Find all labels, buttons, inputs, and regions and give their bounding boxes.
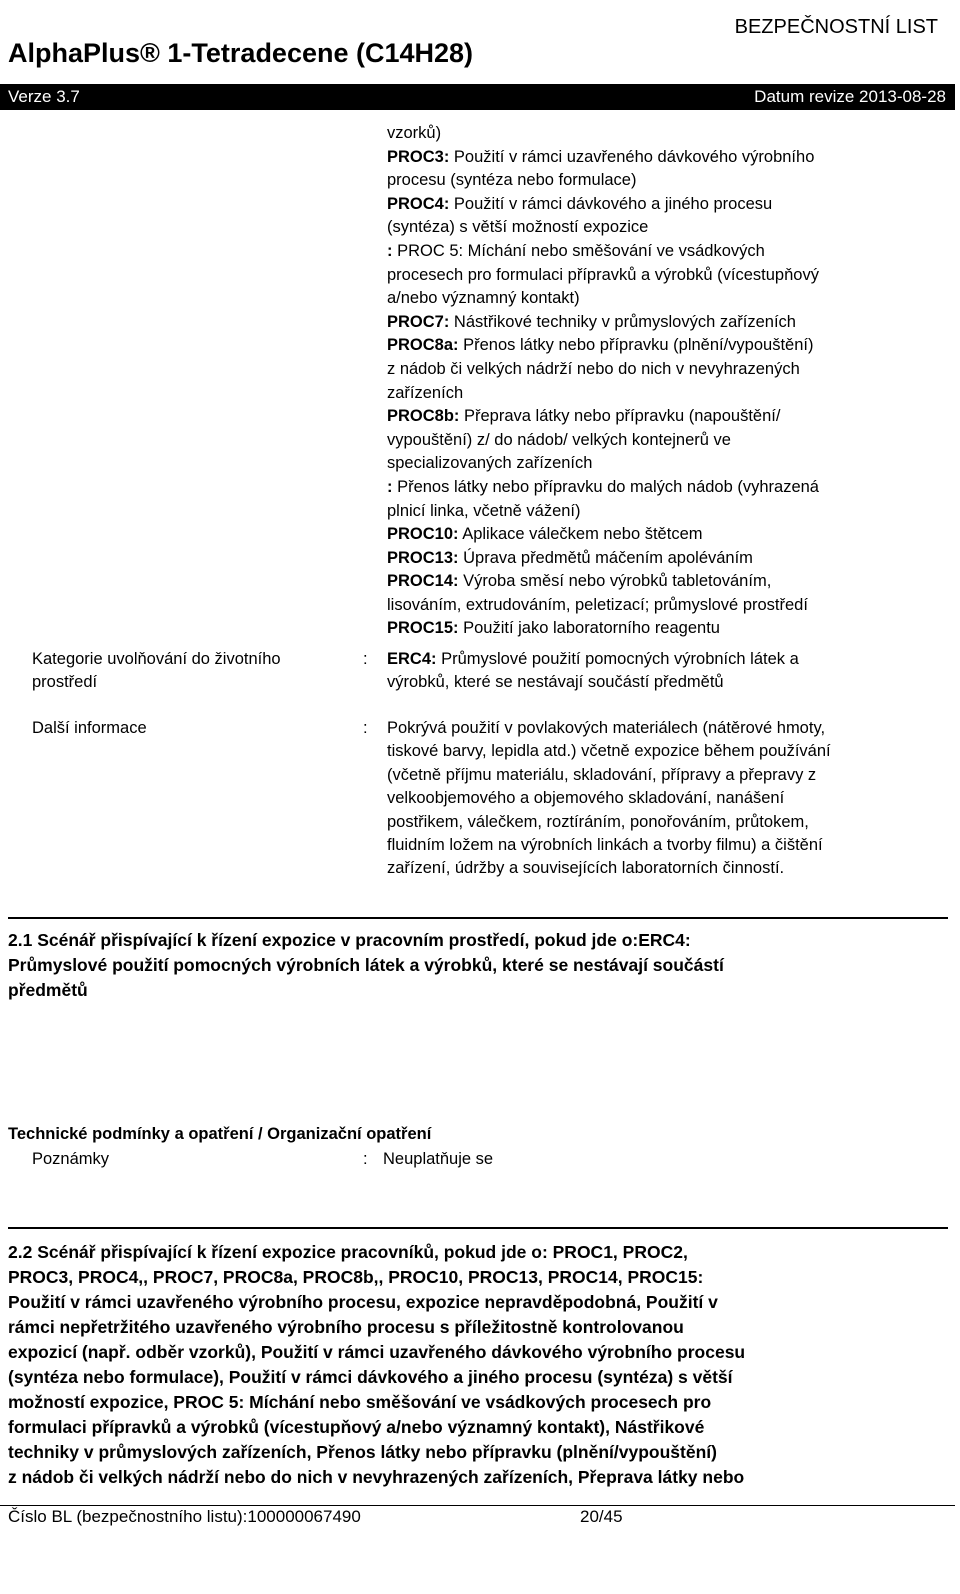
env-release-value: ERC4: Průmyslové použití pomocných výrobních látek a výrobků, které se nestávají součástí předmětů [387,650,799,692]
proc-line [387,594,947,618]
proc-line [387,264,947,288]
env-release-label: Kategorie uvolňování do životního prostředí [32,650,281,691]
proc-code: PROC13: [387,548,459,567]
version-label: Verze 3.7 [8,87,80,106]
further-info-value: Pokrývá použití v povlakových materiálech (nátěrové hmoty, tiskové barvy, lepidla atd.) včetně expozice během používání (včetně příjmu materiálu, skladování, přípravy a přepravy z velkoobjemového a objemového skladování, nanášení postřikem, válečkem, roztíráním, ponořováním, průtokem, fluidním ložem na výrobních linkách a tvorby filmu) a čištění zařízení, údržby a souvisejících laboratorních činností. [387,719,831,878]
proc-text: z nádob či velkých nádrží nebo do nich v nevyhrazených [387,359,800,378]
proc-code: : [387,477,393,496]
notes-colon: : [363,1150,368,1168]
footer-document-number: Číslo BL (bezpečnostního listu):100000067490 [8,1507,361,1526]
proc-list [387,122,947,641]
section-2-1-heading: 2.1 Scénář přispívající k řízení expozice v pracovním prostředí, pokud jde o:ERC4: Průmyslové použití pomocných výrobních látek a výrobků, které se nestávají součástí předmětů [8,930,724,1000]
proc-code: PROC15: [387,619,459,638]
proc-code: PROC14: [387,572,459,591]
env-release-colon: : [363,650,368,668]
proc-text: Aplikace válečkem nebo štětcem [458,525,703,544]
product-title: AlphaPlus® 1-Tetradecene (C14H28) [8,38,474,68]
proc-text: Přenos látky nebo přípravku (plnění/vypouštění) [458,336,814,355]
section-2-2-heading: 2.2 Scénář přispívající k řízení expozice pracovníků, pokud jde o: PROC1, PROC2, PROC3, PROC4,, PROC7, PROC8a, PROC8b,, PROC10, PROC13, PROC14, PROC15: Použití v rámci uzavřeného výrobního procesu, expozice nepravděpodobná, Použití v rámci nepřetržitého uzavřeného výrobního procesu s příležitostně kontrolovanou expozicí (např. odběr vzorků), Použití v rámci uzavřeného dávkového výrobního procesu (syntéza nebo formulace), Použití v rámci dávkového a jiného procesu (syntéza) s větší možností expozice, PROC 5: Míchání nebo směšování ve vsádkových procesech pro formulaci přípravků a výrobků (vícestupňový a/nebo významný kontakt), Nástřikové techniky v průmyslových zařízeních, Přenos látky nebo přípravku (plnění/vypouštění) z nádob či velkých nádrží nebo do nich v nevyhrazených zařízeních, Přeprava látky nebo [8,1242,746,1487]
proc-text: procesu (syntéza nebo formulace) [387,171,637,190]
proc-line [387,240,947,264]
notes-label: Poznámky [32,1150,110,1168]
proc-text: Nástřikové techniky v průmyslových zařízeních [449,312,796,331]
proc-line [387,617,947,641]
proc-code: : [387,241,393,260]
proc-text: Přeprava látky nebo přípravku (napouštění/ [459,407,781,426]
document-type-label: BEZPEČNOSTNÍ LIST [734,16,938,38]
proc-line [387,500,947,524]
proc-text: vypouštění) z/ do nádob/ velkých kontejnerů ve [387,430,731,449]
proc-line [387,452,947,476]
proc-line [387,405,947,429]
proc-text: Použití jako laboratorního reagentu [458,619,720,638]
proc-text: Použití v rámci uzavřeného dávkového výrobního [449,147,815,166]
proc-line [387,476,947,500]
section-divider [8,1227,948,1229]
proc-line [387,334,947,358]
proc-line [387,122,947,146]
section-divider [8,917,948,919]
proc-line [387,287,947,311]
proc-text: Použití v rámci dávkového a jiného procesu [449,194,773,213]
further-info-colon: : [363,719,368,737]
proc-text: lisováním, extrudováním, peletizací; průmyslové prostředí [387,595,808,614]
further-info-label: Další informace [32,719,147,737]
proc-line [387,146,947,170]
proc-line [387,216,947,240]
proc-text: (syntéza) s větší možností expozice [387,218,649,237]
proc-line [387,311,947,335]
footer-divider [0,1505,955,1506]
proc-line [387,193,947,217]
proc-text: a/nebo významný kontakt) [387,289,580,308]
proc-code: PROC8b: [387,407,460,426]
proc-text: procesech pro formulaci přípravků a výrobků (vícestupňový [387,265,819,284]
proc-text: Přenos látky nebo přípravku do malých nádob (vyhrazená [392,477,819,496]
proc-text: specializovaných zařízeních [387,454,593,473]
proc-line [387,523,947,547]
revision-date: Datum revize 2013-08-28 [754,87,946,106]
proc-code: PROC4: [387,194,450,213]
proc-line [387,429,947,453]
footer-page-number: 20/45 [580,1507,623,1526]
proc-line [387,358,947,382]
proc-code: PROC8a: [387,336,459,355]
proc-text: zařízeních [387,383,464,402]
proc-code: PROC3: [387,147,450,166]
proc-text: vzorků) [387,124,442,142]
proc-text: Úprava předmětů máčením apoléváním [458,548,753,567]
notes-value: Neuplatňuje se [383,1150,494,1168]
proc-line [387,570,947,594]
proc-text: Výroba směsí nebo výrobků tabletováním, [458,572,772,591]
proc-code: PROC7: [387,312,450,331]
technical-conditions-heading: Technické podmínky a opatření / Organizační opatření [8,1125,432,1143]
proc-text: PROC 5: Míchání nebo směšování ve vsádkových [392,241,765,260]
proc-code: PROC10: [387,525,459,544]
proc-line [387,547,947,571]
proc-text: plnicí linka, včetně vážení) [387,501,581,520]
proc-line [387,169,947,193]
proc-line [387,382,947,406]
